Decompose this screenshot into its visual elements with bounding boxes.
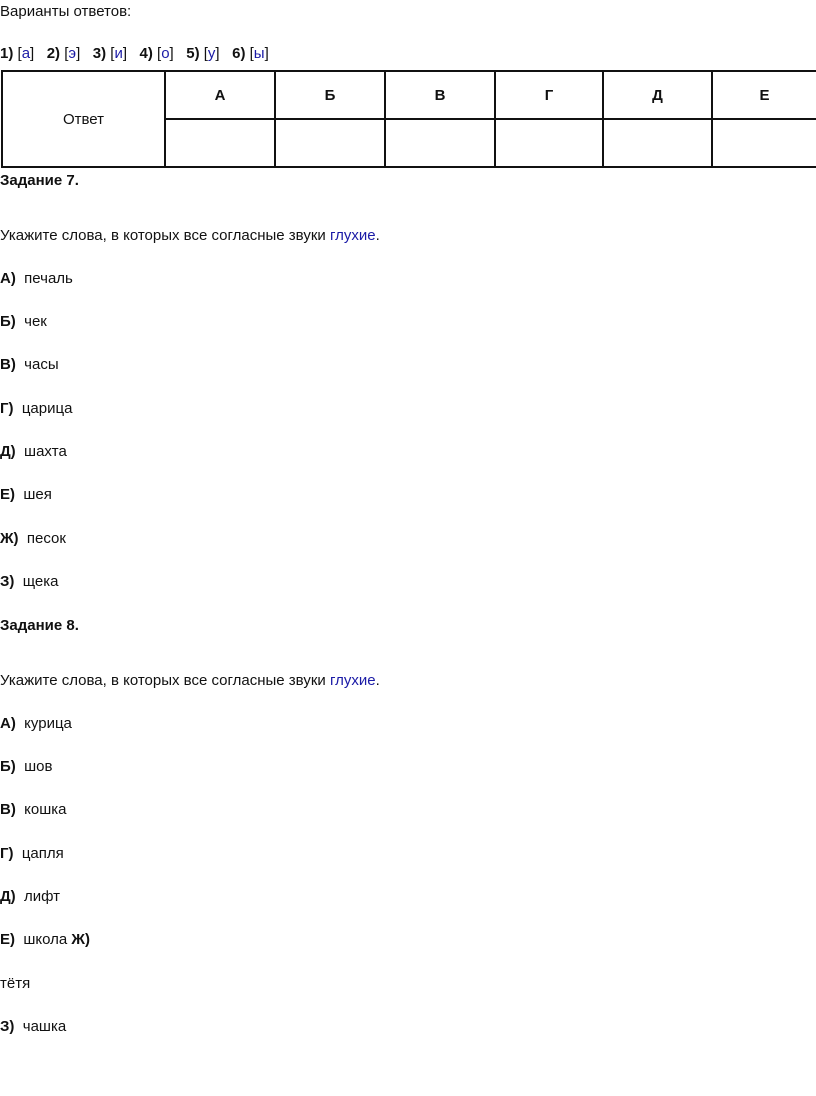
task8-option-b <box>0 758 52 776</box>
choice-number: 4) <box>139 45 153 62</box>
bracket: ] <box>215 45 220 62</box>
column-header-d: Д <box>603 71 712 119</box>
choice-1 <box>0 45 34 62</box>
option-letter-trailing: Ж) <box>71 931 90 948</box>
task7-option-g <box>0 400 72 418</box>
option-word: цапля <box>21 845 64 862</box>
task8-option-z <box>0 1018 66 1036</box>
bracket: ] <box>169 45 174 62</box>
answer-cell-v[interactable] <box>385 119 495 167</box>
column-header-g: Г <box>495 71 603 119</box>
task7-option-e <box>0 486 52 504</box>
choice-number: 5) <box>186 45 200 62</box>
task8-option-g <box>0 845 64 863</box>
option-letter: В) <box>0 801 16 818</box>
answer-cell-d[interactable] <box>603 119 712 167</box>
option-word: часы <box>24 356 59 373</box>
bracket: ] <box>30 45 35 62</box>
answer-cell-e[interactable] <box>712 119 816 167</box>
prompt-highlight: глухие <box>329 672 376 689</box>
bracket: [ <box>203 45 208 62</box>
option-word: песок <box>26 530 66 547</box>
bracket: ] <box>122 45 127 62</box>
option-letter: Д) <box>0 443 16 460</box>
option-word: школа <box>23 931 68 948</box>
task8-option-e <box>0 931 90 949</box>
choice-3 <box>93 45 127 62</box>
choice-4 <box>140 45 174 62</box>
option-letter: Б) <box>0 758 16 775</box>
bracket: [ <box>249 45 254 62</box>
column-header-v: В <box>385 71 495 119</box>
choice-sound: э <box>68 45 77 62</box>
option-letter: В) <box>0 356 16 373</box>
option-letter: А) <box>0 715 16 732</box>
bracket: ] <box>76 45 81 62</box>
task8-option-v <box>0 801 67 819</box>
task8-option-d <box>0 888 60 906</box>
option-letter: Ж) <box>0 530 19 547</box>
prompt-highlight: глухие <box>329 227 376 244</box>
prompt-text: Укажите слова, в которых все согласные звуки <box>0 227 330 244</box>
option-word: курица <box>24 715 72 732</box>
option-letter: Г) <box>0 400 14 417</box>
choice-sound: а <box>21 45 31 62</box>
option-letter: З) <box>0 573 15 590</box>
answer-variants-label: Варианты ответов: <box>0 3 132 20</box>
option-word: шея <box>23 486 52 503</box>
task7-option-a <box>0 270 73 288</box>
choice-sound: у <box>207 45 216 62</box>
option-word: чашка <box>22 1018 67 1035</box>
option-letter: Е) <box>0 931 15 948</box>
option-word: щека <box>22 573 59 590</box>
choice-5 <box>186 45 219 62</box>
task8-option-zh-word <box>0 975 30 993</box>
answer-table <box>1 70 816 168</box>
prompt-text: Укажите слова, в которых все согласные звуки <box>0 672 330 689</box>
column-header-e: Е <box>712 71 816 119</box>
task7-option-d <box>0 443 67 461</box>
bracket: ] <box>264 45 269 62</box>
choice-number: 6) <box>232 45 246 62</box>
option-letter: Д) <box>0 888 16 905</box>
answer-row-label: Ответ <box>2 71 165 167</box>
choice-number: 1) <box>0 45 14 62</box>
task8-option-a <box>0 715 72 733</box>
option-letter: Г) <box>0 845 14 862</box>
option-word: чек <box>24 313 47 330</box>
task8-prompt <box>0 672 380 690</box>
answer-cell-b[interactable] <box>275 119 385 167</box>
choice-6 <box>232 45 269 62</box>
prompt-end: . <box>375 672 380 689</box>
bracket: [ <box>64 45 69 62</box>
task7-option-zh <box>0 530 66 548</box>
option-word: кошка <box>24 801 67 818</box>
task7-option-b <box>0 313 47 331</box>
task7-title: Задание 7. <box>0 172 79 189</box>
option-word: царица <box>21 400 73 417</box>
bracket: [ <box>110 45 115 62</box>
answer-variants-list <box>0 45 269 63</box>
column-header-b: Б <box>275 71 385 119</box>
option-letter: З) <box>0 1018 15 1035</box>
choice-number: 3) <box>92 45 107 62</box>
choice-sound: ы <box>253 45 265 62</box>
option-word: тётя <box>0 975 31 992</box>
option-letter: Е) <box>0 486 15 503</box>
option-word: лифт <box>24 888 61 905</box>
choice-sound: и <box>114 45 123 62</box>
task7-prompt <box>0 227 380 245</box>
bracket: [ <box>157 45 162 62</box>
option-letter: Б) <box>0 313 16 330</box>
task7-option-z <box>0 573 59 591</box>
option-letter: А) <box>0 270 16 287</box>
answer-cell-g[interactable] <box>495 119 603 167</box>
option-word: печаль <box>24 270 73 287</box>
column-header-a: А <box>165 71 275 119</box>
task8-title: Задание 8. <box>0 617 79 634</box>
choice-number: 2) <box>46 45 61 62</box>
prompt-end: . <box>375 227 380 244</box>
answer-cell-a[interactable] <box>165 119 275 167</box>
option-word: шов <box>24 758 53 775</box>
choice-sound: о <box>161 45 170 62</box>
bracket: [ <box>17 45 22 62</box>
task7-option-v <box>0 356 59 374</box>
choice-2 <box>47 45 81 62</box>
option-word: шахта <box>24 443 67 460</box>
